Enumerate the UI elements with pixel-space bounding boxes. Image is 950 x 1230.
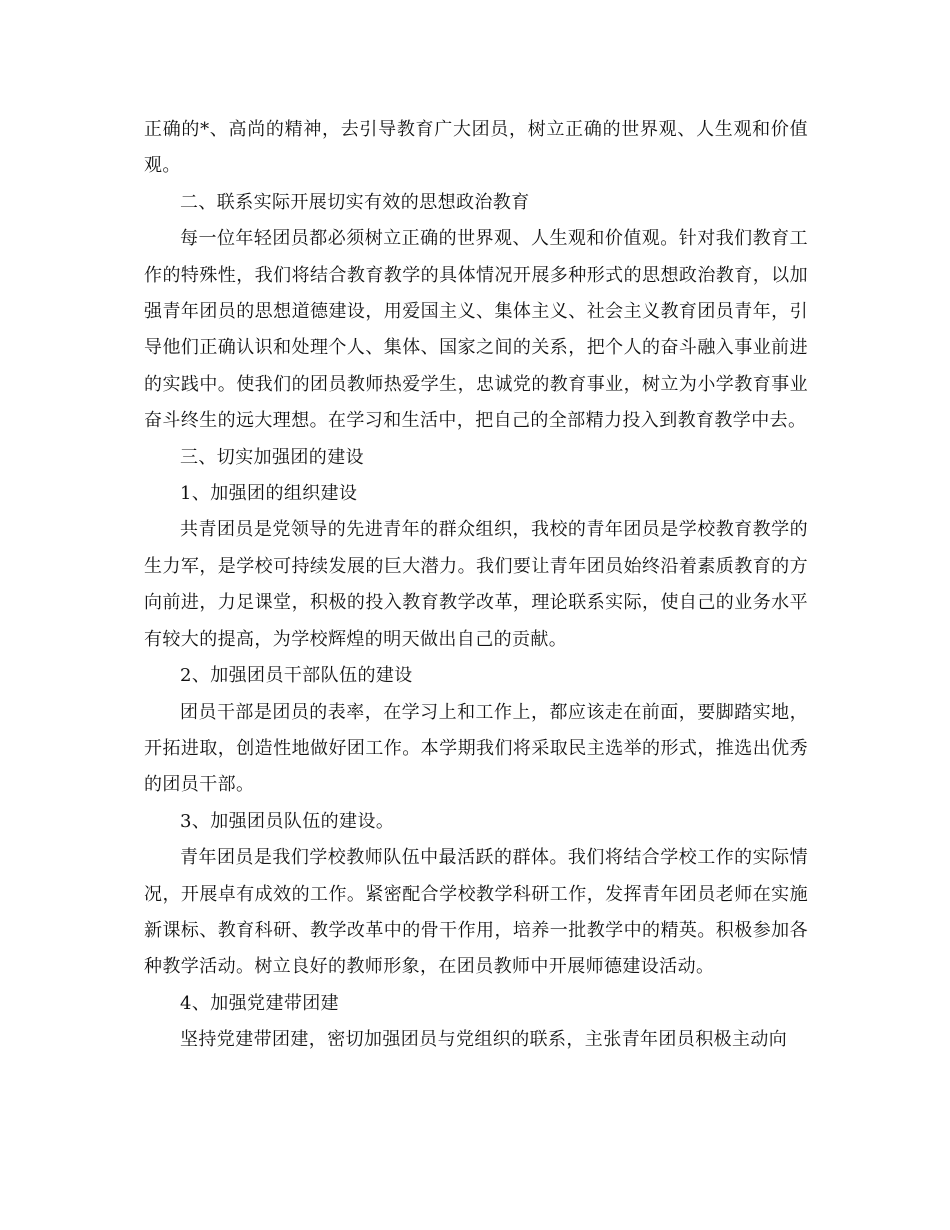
paragraph: 每一位年轻团员都必须树立正确的世界观、人生观和价值观。针对我们教育工作的特殊性，我们将结合教育教学的具体情况开展多种形式的思想政治教育，以加强青年团员的思想道德建设，用爱国主义、集体主义、社会主义教育团员青年，引导他们正确认识和处理个人、集体、国家之间的关系，把个人的奋斗融入事业前进的实践中。使我们的团员教师热爱学生，忠诚党的教育事业，树立为小学教育事业奋斗终生的远大理想。在学习和生活中，把自己的全部精力投入到教育教学中去。 — [144, 228, 808, 432]
section-heading-3: 三、切实加强团的建设 — [180, 446, 364, 468]
paragraph: 共青团员是党领导的先进青年的群众组织，我校的青年团员是学校教育教学的生力军，是学校可持续发展的巨大潜力。我们要让青年团员始终沿着素质教育的方向前进，力足课堂，积极的投入教育教学改革，理论联系实际，使自己的业务水平有较大的提高，为学校辉煌的明天做出自己的贡献。 — [144, 519, 808, 650]
document-body — [144, 112, 808, 1059]
paragraph-continuation: 正确的*、高尚的精神，去引导教育广大团员，树立正确的世界观、人生观和价值观。 — [144, 119, 808, 177]
paragraph: 青年团员是我们学校教师队伍中最活跃的群体。我们将结合学校工作的实际情况，开展卓有成效的工作。紧密配合学校教学科研工作，发挥青年团员老师在实施新课标、教育科研、教学改革中的骨干作用，培养一批教学中的精英。积极参加各种教学活动。树立良好的教师形象，在团员教师中开展师德建设活动。 — [144, 847, 808, 978]
subheading-1: 1、加强团的组织建设 — [180, 483, 358, 505]
subheading-4: 4、加强党建带团建 — [180, 992, 340, 1014]
section-heading-2: 二、联系实际开展切实有效的思想政治教育 — [180, 191, 530, 213]
paragraph: 团员干部是团员的表率，在学习上和工作上，都应该走在前面，要脚踏实地，开拓进取，创造性地做好团工作。本学期我们将采取民主选举的形式，推选出优秀的团员干部。 — [144, 701, 808, 796]
paragraph-truncated: 坚持党建带团建，密切加强团员与党组织的联系，主张青年团员积极主动向 — [180, 1029, 788, 1051]
subheading-3: 3、加强团员队伍的建设。 — [180, 810, 395, 832]
subheading-2: 2、加强团员干部队伍的建设 — [180, 665, 413, 687]
